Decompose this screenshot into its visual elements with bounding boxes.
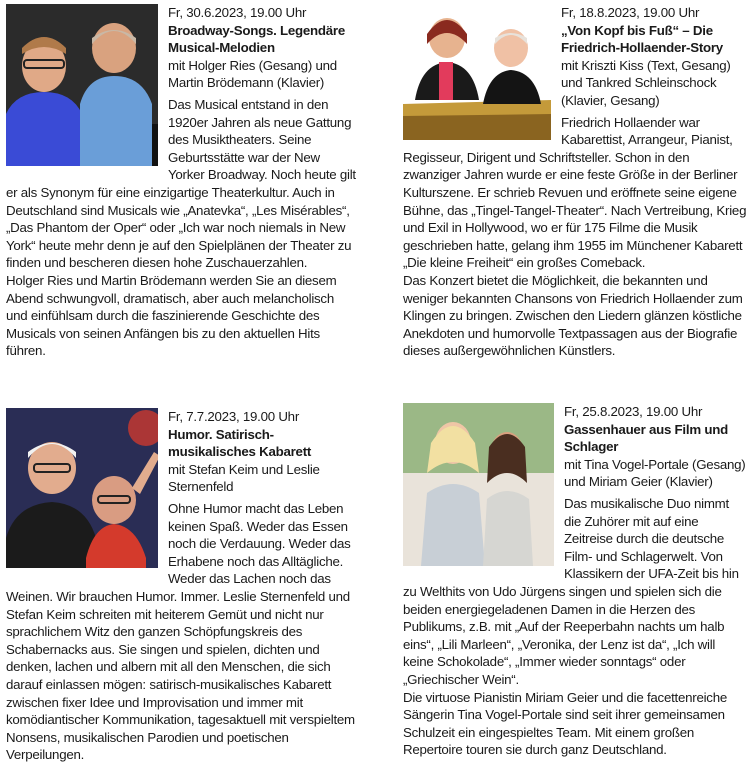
event-gassenhauer [403,403,748,759]
photo-tina-vogel-portale-miriam-geier [403,403,554,566]
event-description: Holger Ries und Martin Brödemann werden Sie an diesem Abend schwungvoll, dramatisch, aber auch melancholisch und einfühlsam durch die faszinierende Geschichte des Musicals von seinen Anfängen bis zu den aktuellen Hits führen. [6,272,337,359]
event-description: Das musikalische Duo nimmt die Zuhörer mit auf eine Zeitreise durch die deutsche Film- und Schlagerwelt. Von Klassikern der UFA-Zeit bis hin zu Welthits von Udo Jürgens singen und spielen sich die beiden energiegeladenen Damen in die Herzen des Publikums, z.B. mit „Auf der Reeperbahn nachts um halb eins“, „Lili Marleen“, „Veronika, der Lenz ist da“, „Ich will keine Schokolade“, „Immer wieder sonntags“ oder „Griechischer Wein“. [403,495,739,687]
event-performers: mit Kriszti Kiss (Text, Gesang) und Tankred Schleinschock (Klavier, Gesang) [561,57,731,108]
event-humor-kabarett [6,408,358,764]
photo-holger-ries-martin-broedemann [6,4,158,166]
event-description: Ohne Humor macht das Leben keinen Spaß. Weder das Essen noch die Verdauung. Weder das Erhabene noch das Alltägliche. Weder das Lachen noch das Weinen. Wir brauchen Humor. Immer. Leslie Sternenfeld und Stefan Keim schreiten mit heiterem Gemüt und nicht nur sprachlichem Witz den ganzen Schöpfungskreis des Schabernacks aus. Sie singen und spielen, dichten und denken, lachen und albern mit all den Menschen, die sich darauf einlassen mögen: satirisch-musikalisches Kabarett zwischen fixer Idee und Improvisation und immer mit komödiantischer Kommunikation, tagesaktuell mit verspieltem Nonsens, musikalischen Parodien und poetischen Verpeilungen. [6,500,355,763]
performer-photo-illustration [403,4,551,140]
event-broadway-songs [6,4,358,360]
event-description: Das Musical entstand in den 1920er Jahren als neue Gattung des Musiktheaters. Seine Geburtsstätte war der New Yorker Broadway. Noch heute gilt er als Synonym für eine einzigartige Theaterkultur. Auch in Deutschland sind Musicals wie „Anatevka“, „Les Misérables“, „Das Phantom der Oper“ oder „Ich war noch niemals in New York“ heute mehr denn je auf den Spielplänen der Theater zu finden und bescheren diesen hohe Zuschauerzahlen. [6,96,356,271]
event-date: Fr, 30.6.2023, 19.00 Uhr [168,5,307,20]
event-performers: mit Holger Ries (Gesang) und Martin Brödemann (Klavier) [168,57,337,91]
event-description: Das Konzert bietet die Möglichkeit, die bekannten und weniger bekannten Chansons von Friedrich Hollaender zum Klingen zu bringen. Zwischen den Liedern glänzen köstliche Anekdoten und humorvolle Textpassagen aus der Biografie dieses außergewöhnlichen Künstlers. [403,272,743,359]
event-description: Die virtuose Pianistin Miriam Geier und die facettenreiche Sängerin Tina Vogel-Portale sind seit ihrer gemeinsamen Schulzeit ein eingespieltes Team. Mit einem großen Repertoire touren sie durch ganz Deutschland. [403,689,727,758]
event-hollaender-story [403,4,748,360]
event-performers: mit Tina Vogel-Portale (Gesang) und Miriam Geier (Klavier) [564,456,746,490]
performer-photo-illustration [403,403,554,566]
event-title: „Von Kopf bis Fuß“ – Die Friedrich-Hollaender-Story [561,22,723,56]
event-title: Broadway-Songs. Legendäre Musical-Melodien [168,22,345,56]
performer-photo-illustration [6,408,158,568]
photo-stefan-keim-leslie-sternenfeld [6,408,158,568]
event-title: Humor. Satirisch-musikalisches Kabarett [168,426,312,460]
event-description: Friedrich Hollaender war Kabarettist, Arrangeur, Pianist, Regisseur, Dirigent und Schriftsteller. Schon in den zwanziger Jahren wurde er eine feste Größe in der Berliner Kulturszene. Er schrieb Revuen und eröffnete seine eigene Bühne, das „Tingel-Tangel-Theater“. Nach Vertreibung, Krieg und Exil in Hollywood, wo er für 175 Filme die Musik geschrieben hatte, gelang ihm 1955 im Münchener Kabarett „Die kleine Freiheit“ ein großes Comeback. [403,114,747,271]
event-date: Fr, 25.8.2023, 19.00 Uhr [564,404,703,419]
event-performers: mit Stefan Keim und Leslie Sternenfeld [168,461,320,495]
event-date: Fr, 7.7.2023, 19.00 Uhr [168,409,299,424]
event-title: Gassenhauer aus Film und Schlager [564,421,728,455]
performer-photo-illustration [6,4,158,166]
event-date: Fr, 18.8.2023, 19.00 Uhr [561,5,700,20]
photo-kriszti-kiss-tankred-schleinschock [403,4,551,140]
